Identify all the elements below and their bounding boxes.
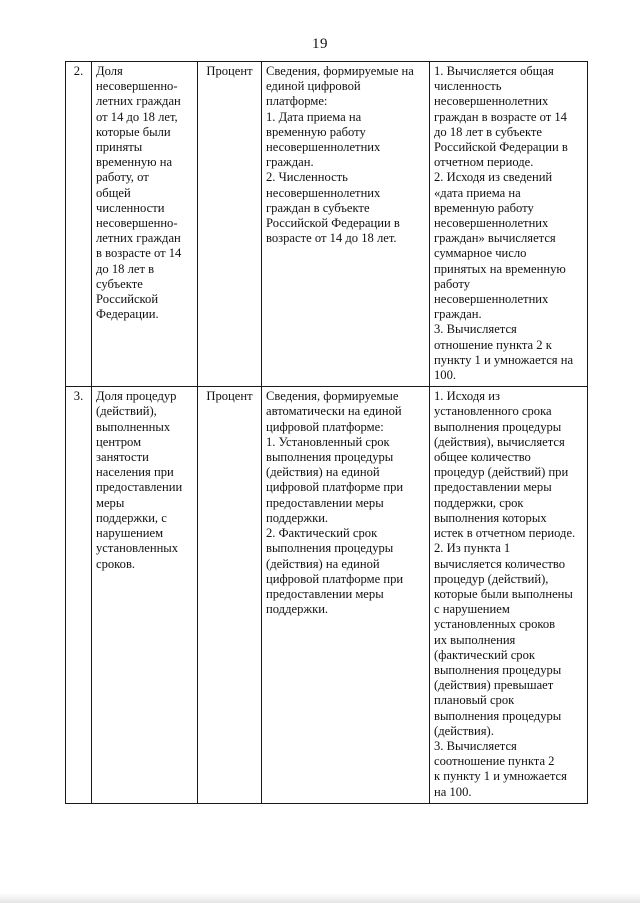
- calculation-method-line: (фактический срок: [434, 647, 536, 662]
- calculation-method-line: 1. Исходя из: [434, 389, 500, 404]
- calculation-method-line: (действия), вычисляется: [434, 434, 565, 449]
- calculation-method: [430, 387, 588, 803]
- table-row: [66, 387, 588, 803]
- unit-of-measure: Процент: [198, 387, 262, 803]
- data-source-line: Российской Федерации в: [266, 216, 400, 231]
- calculation-method-line: 100.: [434, 368, 457, 383]
- data-source-line: 2. Численность: [266, 170, 348, 185]
- row-number: 3.: [66, 387, 92, 803]
- calculation-method-line: выполнения процедуры: [434, 419, 562, 434]
- indicator-name-line: временную на: [96, 155, 173, 170]
- scan-edge: [0, 893, 640, 903]
- calculation-method-line: процедур (действий),: [434, 571, 549, 586]
- row-number: 2.: [66, 62, 92, 387]
- calculation-method-line: процедур (действий) при: [434, 465, 569, 480]
- indicator-name-line: приняты: [96, 140, 143, 155]
- calculation-method-line: численность: [434, 79, 502, 94]
- calculation-method-line: до 18 лет в субъекте: [434, 124, 543, 139]
- data-source-line: (действия) на единой: [266, 556, 380, 571]
- data-source-line: 1. Дата приема на: [266, 109, 362, 124]
- indicators-table: [65, 61, 588, 804]
- data-source-line: возрасте от 14 до 18 лет.: [266, 231, 397, 246]
- data-source-line: Сведения, формируемые: [266, 389, 399, 404]
- calculation-method-line: с нарушением: [434, 602, 510, 617]
- calculation-method-line: истек в отчетном периоде.: [434, 526, 576, 541]
- data-source-line: цифровой платформе при: [266, 480, 404, 495]
- calculation-method-line: установленных сроков: [434, 617, 556, 632]
- indicator-name-line: меры: [96, 495, 125, 510]
- data-source-line: поддержки.: [266, 602, 329, 617]
- indicator-name-line: центром: [96, 434, 142, 449]
- calculation-method-line: к пункту 1 и умножается: [434, 769, 567, 784]
- calculation-method-line: 3. Вычисляется: [434, 738, 517, 753]
- data-source-line: граждан в субъекте: [266, 200, 370, 215]
- data-source-line: временную работу: [266, 124, 366, 139]
- indicator-name-line: которые были: [96, 124, 171, 139]
- calculation-method-line: несовершеннолетних: [434, 94, 549, 109]
- calculation-method-line: несовершеннолетних: [434, 292, 549, 307]
- calculation-method: [430, 62, 588, 387]
- indicator-name-line: предоставлении: [96, 480, 183, 495]
- data-source-line: 1. Установленный срок: [266, 434, 390, 449]
- calculation-method-line: отчетном периоде.: [434, 155, 534, 170]
- data-source-line: поддержки.: [266, 510, 329, 525]
- data-source-line: цифровой платформе:: [266, 419, 384, 434]
- indicator-name-line: населения при: [96, 465, 174, 480]
- data-source-line: 2. Фактический срок: [266, 526, 378, 541]
- unit-of-measure: Процент: [198, 62, 262, 387]
- indicator-name-line: установленных: [96, 541, 179, 556]
- indicator-name: [92, 62, 198, 387]
- data-source: [262, 62, 430, 387]
- calculation-method-line: соотношение пункта 2: [434, 754, 555, 769]
- indicator-name-line: летних граждан: [96, 231, 181, 246]
- data-source-line: платформе:: [266, 94, 328, 109]
- indicator-name-line: несовершенно-: [96, 79, 178, 94]
- calculation-method-line: граждан.: [434, 307, 482, 322]
- page-number: 19: [312, 36, 328, 52]
- calculation-method-line: (действия) превышает: [434, 678, 554, 693]
- indicator-name-line: Российской: [96, 292, 159, 307]
- calculation-method-line: граждан в возрасте от 14: [434, 109, 567, 124]
- data-source-line: предоставлении меры: [266, 586, 384, 601]
- data-source-line: единой цифровой: [266, 79, 361, 94]
- indicator-name-line: в возрасте от 14: [96, 246, 182, 261]
- data-source-line: (действия) на единой: [266, 465, 380, 480]
- calculation-method-line: поддержки, срок: [434, 495, 524, 510]
- indicator-name-line: работу, от: [96, 170, 149, 185]
- data-source-line: несовершеннолетних: [266, 185, 381, 200]
- indicator-name-line: нарушением: [96, 526, 164, 541]
- calculation-method-line: 2. Исходя из сведений: [434, 170, 553, 185]
- calculation-method-line: отношение пункта 2 к: [434, 337, 552, 352]
- indicator-name-line: несовершенно-: [96, 216, 178, 231]
- calculation-method-line: пункту 1 и умножается на: [434, 352, 574, 367]
- indicator-name: [92, 387, 198, 803]
- data-source: [262, 387, 430, 803]
- indicator-name-line: Доля процедур: [96, 389, 177, 404]
- indicator-name-line: занятости: [96, 450, 149, 465]
- calculation-method-line: общее количество: [434, 450, 531, 465]
- calculation-method-line: которые были выполнены: [434, 586, 573, 601]
- calculation-method-line: временную работу: [434, 200, 534, 215]
- indicator-name-line: летних граждан: [96, 94, 181, 109]
- indicator-name-line: Доля: [96, 64, 123, 78]
- calculation-method-line: на 100.: [434, 784, 472, 799]
- indicator-name-line: от 14 до 18 лет,: [96, 109, 178, 124]
- calculation-method-line: 3. Вычисляется: [434, 322, 517, 337]
- data-source-line: граждан.: [266, 155, 314, 170]
- calculation-method-line: работу: [434, 276, 471, 291]
- table-row: [66, 62, 588, 387]
- indicator-name-line: (действий),: [96, 404, 157, 419]
- calculation-method-line: принятых на временную: [434, 261, 566, 276]
- data-source-line: выполнения процедуры: [266, 450, 394, 465]
- indicator-name-line: выполненных: [96, 419, 171, 434]
- data-source-line: предоставлении меры: [266, 495, 384, 510]
- data-source-line: цифровой платформе при: [266, 571, 404, 586]
- calculation-method-line: выполнения процедуры: [434, 708, 562, 723]
- calculation-method-line: вычисляется количество: [434, 556, 566, 571]
- calculation-method-line: выполнения которых: [434, 510, 547, 525]
- data-source-line: выполнения процедуры: [266, 541, 394, 556]
- indicator-name-line: общей: [96, 185, 131, 200]
- indicator-name-line: сроков.: [96, 556, 136, 571]
- indicator-name-line: поддержки, с: [96, 510, 167, 525]
- calculation-method-line: (действия).: [434, 723, 494, 738]
- calculation-method-line: установленного срока: [434, 404, 552, 419]
- data-source-line: автоматически на единой: [266, 404, 402, 419]
- calculation-method-line: предоставлении меры: [434, 480, 552, 495]
- data-source-line: Сведения, формируемые на: [266, 64, 414, 78]
- calculation-method-line: их выполнения: [434, 632, 516, 647]
- indicator-name-line: до 18 лет в: [96, 261, 155, 276]
- calculation-method-line: 2. Из пункта 1: [434, 541, 511, 556]
- indicator-name-line: Федерации.: [96, 307, 159, 322]
- calculation-method-line: «дата приема на: [434, 185, 521, 200]
- calculation-method-line: выполнения процедуры: [434, 662, 562, 677]
- calculation-method-line: Российской Федерации в: [434, 140, 568, 155]
- calculation-method-line: граждан» вычисляется: [434, 231, 556, 246]
- calculation-method-line: суммарное число: [434, 246, 527, 261]
- calculation-method-line: 1. Вычисляется общая: [434, 64, 554, 78]
- calculation-method-line: несовершеннолетних: [434, 216, 549, 231]
- indicator-name-line: субъекте: [96, 276, 143, 291]
- indicator-name-line: численности: [96, 200, 165, 215]
- data-source-line: несовершеннолетних: [266, 140, 381, 155]
- calculation-method-line: плановый срок: [434, 693, 515, 708]
